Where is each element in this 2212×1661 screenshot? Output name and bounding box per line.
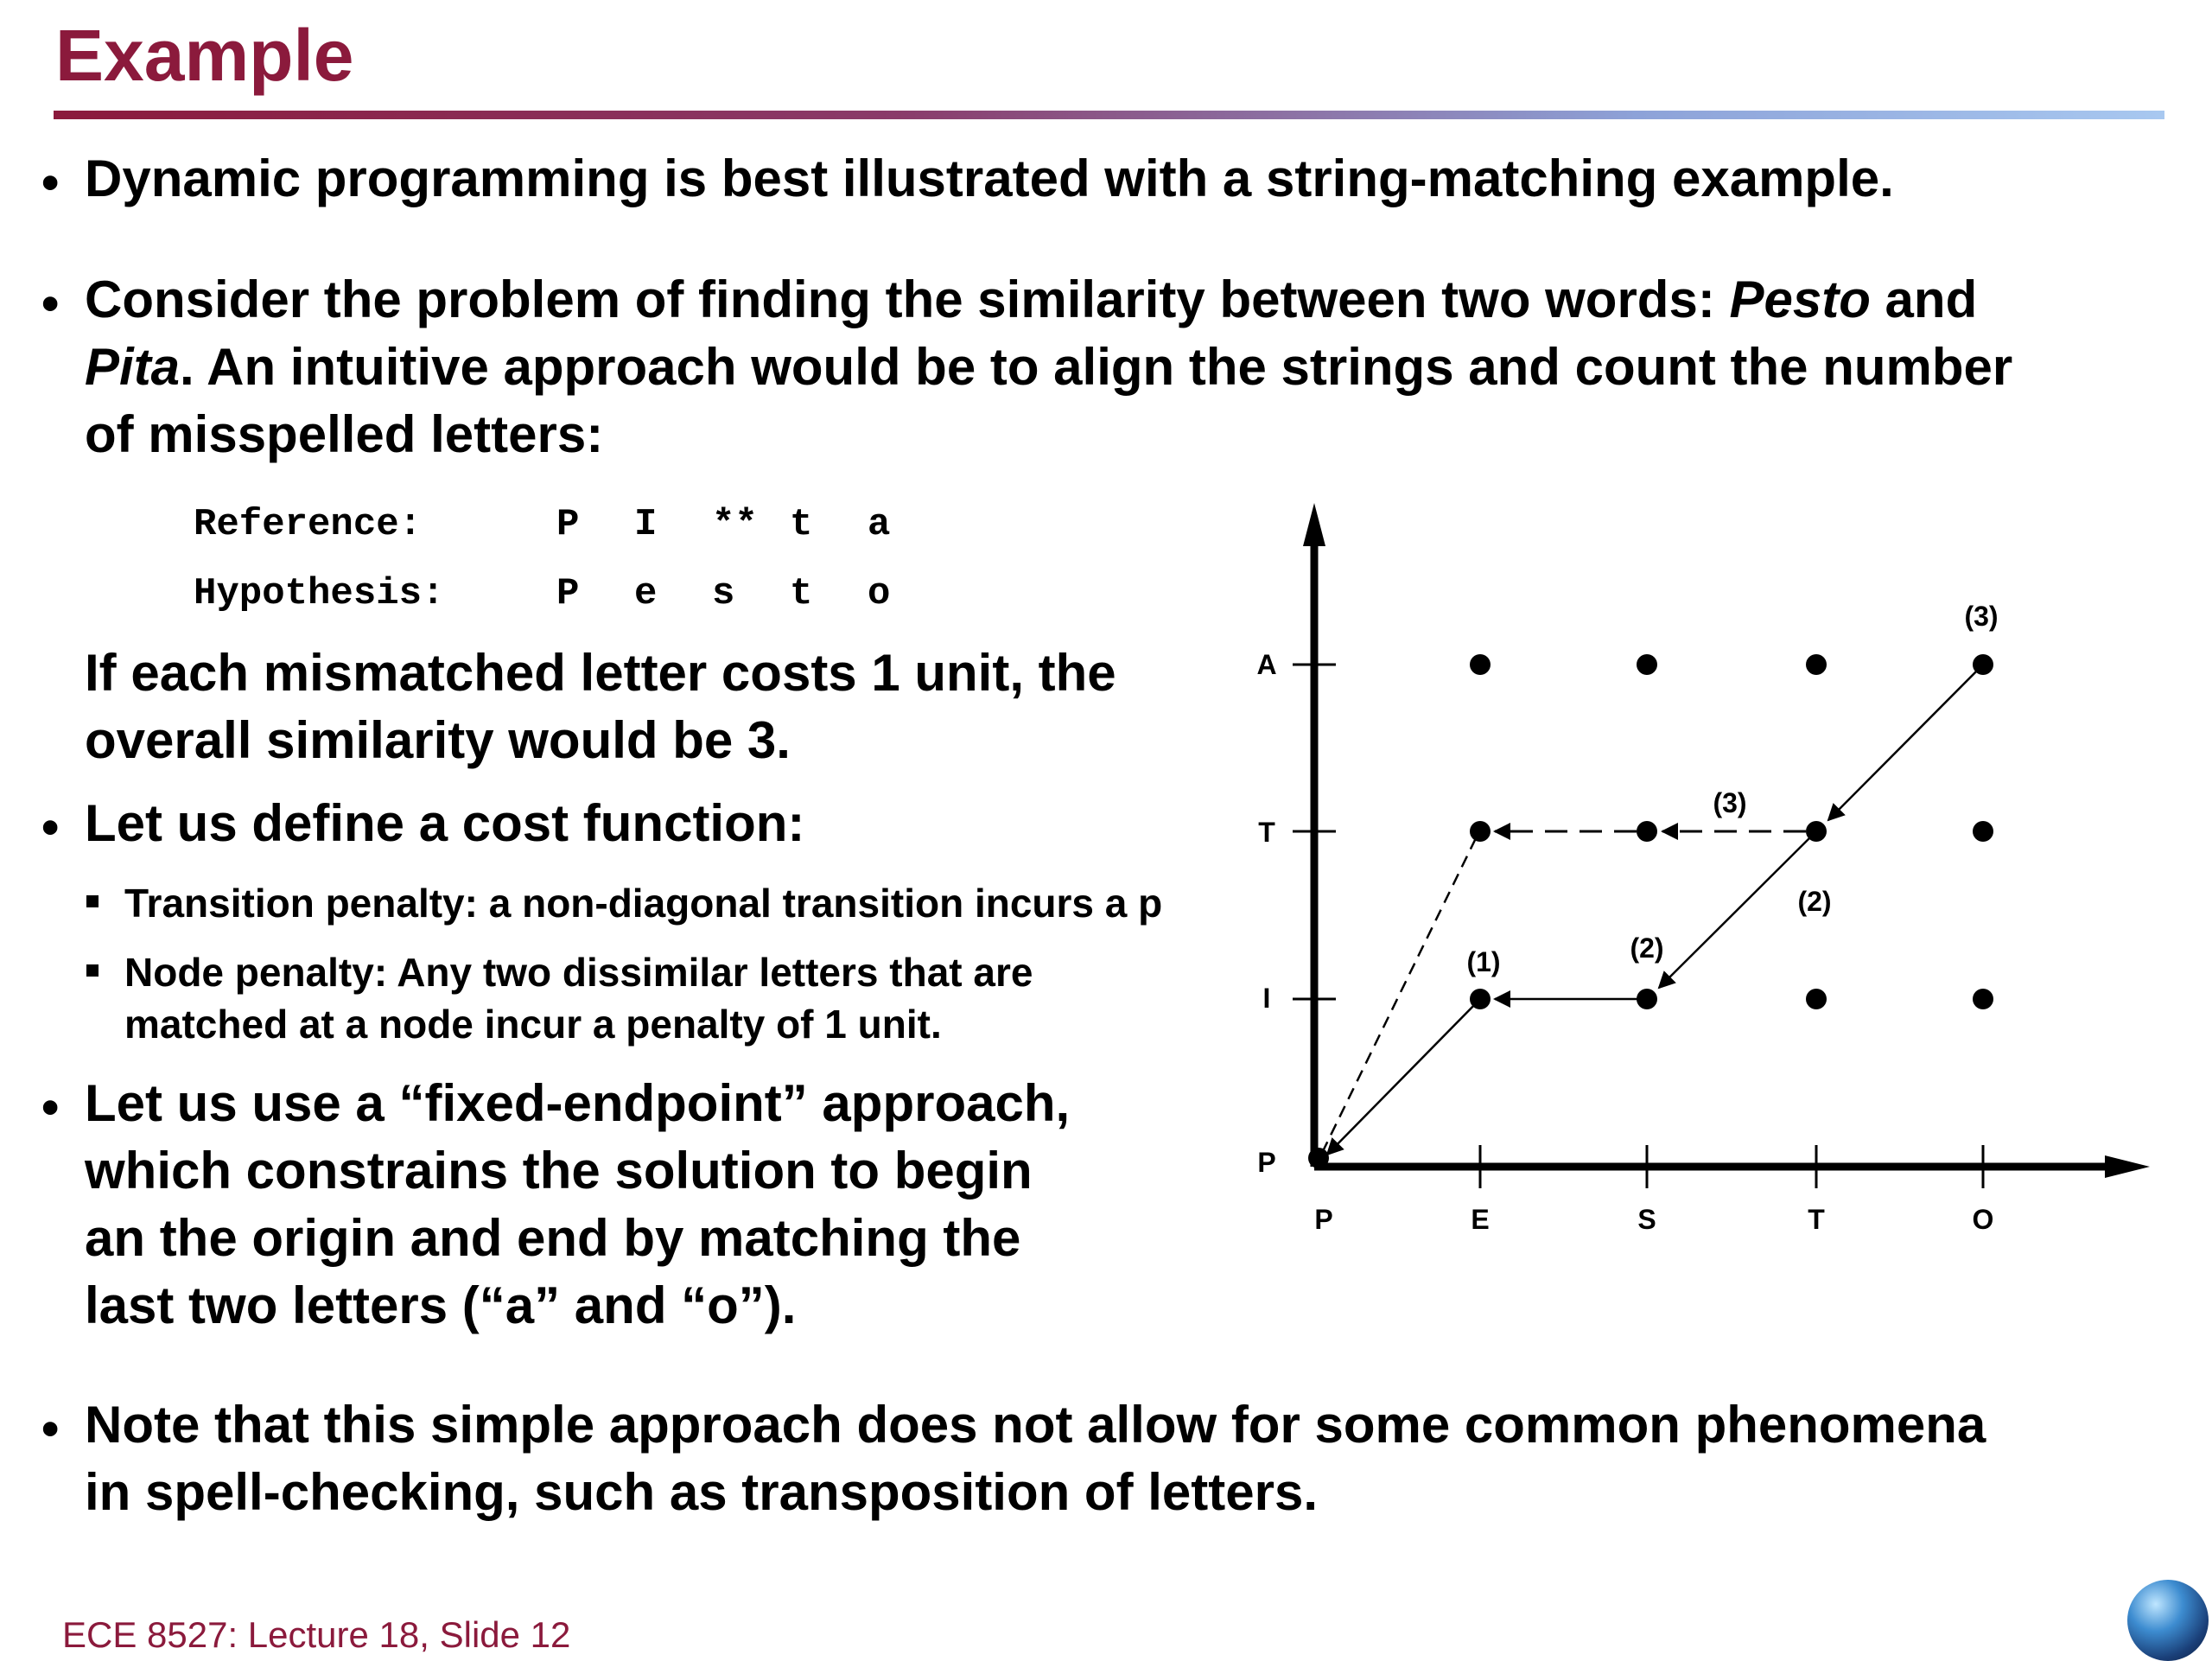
reference-label: Reference: [194,503,423,546]
y-label: A [1256,649,1277,680]
word-pita: Pita [85,338,181,396]
path-diag-1 [1327,999,1480,1155]
bullet-1-text: Dynamic programming is best illustrated with a string-matching example. [85,150,1894,207]
mismatch-line-2: overall similarity would be 3. [85,711,791,769]
alt-path-diag [1324,838,1476,1149]
path-diag-3 [1828,665,1983,820]
reference-letter: a [868,503,891,546]
bullet-4-line-3: an the origin and end by matching the [85,1209,1021,1267]
reference-letter: I [634,503,658,546]
bullet-marker: • [41,1401,60,1457]
sub-bullet-marker [86,895,99,907]
bullet-3-text: Let us define a cost function: [85,794,805,852]
grid-nodes [1308,654,1993,1168]
path-diag-2 [1659,831,1816,988]
x-label: S [1637,1204,1656,1235]
hypothesis-letter: o [868,572,891,615]
bullet-5-line-2: in spell-checking, such as transposition of letters. [85,1463,1318,1521]
annotation-label: (3) [1713,787,1747,818]
y-label: T [1258,817,1275,848]
y-label: P [1257,1147,1276,1178]
globe-logo [2127,1580,2209,1661]
word-pesto: Pesto [1729,270,1871,328]
annotation-label: (2) [1797,886,1832,917]
reference-letter: ** [712,503,758,546]
hypothesis-letter: t [790,572,813,615]
bullet-2-line-2 [85,334,2012,401]
x-label: T [1808,1204,1825,1235]
hypothesis-label: Hypothesis: [194,572,445,615]
y-label: I [1262,983,1271,1014]
sub-bullet-1-text: Transition penalty: a non-diagonal transition incurs a p [124,881,1163,926]
bullet-marker: • [41,1079,60,1136]
reference-letter: t [790,503,813,546]
bullet-2-line-3: of misspelled letters: [85,405,604,463]
bullet-2-line-1 [85,266,1977,334]
title-underline [54,111,2164,119]
bullet-2-text-c: . An intuitive approach would be to align the strings and count the number [180,338,2013,396]
bullet-marker: • [41,799,60,856]
annotation-label: (1) [1466,946,1501,977]
annotation-label: (3) [1964,601,1999,632]
x-label: E [1471,1204,1490,1235]
dtw-grid-diagram [1244,484,2160,1262]
bullet-4-line-1: Let us use a “fixed-endpoint” approach, [85,1074,1071,1132]
bullet-5-line-1: Note that this simple approach does not allow for some common phenomena [85,1396,1986,1454]
bullet-4-line-2: which constrains the solution to begin [85,1142,1033,1200]
bullet-marker: • [41,155,60,211]
bullet-marker: • [41,276,60,332]
sub-bullet-2-line-2: matched at a node incur a penalty of 1 unit. [124,1002,942,1047]
annotation-label: (2) [1630,932,1664,964]
reference-letter: P [556,503,580,546]
slide-footer: ECE 8527: Lecture 18, Slide 12 [62,1614,571,1655]
hypothesis-letter: P [556,572,580,615]
bullet-4-line-4: last two letters (“a” and “o”). [85,1276,797,1334]
sub-bullet-marker [86,964,99,977]
y-axis-arrowhead [1303,503,1325,546]
hypothesis-letter: s [712,572,735,615]
x-label: O [1972,1204,1994,1235]
hypothesis-letter: e [634,572,658,615]
x-axis-arrowhead [2105,1155,2150,1178]
slide-title: Example [55,15,354,96]
x-label: P [1314,1204,1333,1235]
bullet-2-text-b: and [1870,270,1978,328]
sub-bullet-2-line-1: Node penalty: Any two dissimilar letters that are [124,950,1033,995]
mismatch-line-1: If each mismatched letter costs 1 unit, the [85,644,1116,702]
bullet-2-text-a: Consider the problem of finding the similarity between two words: [85,270,1730,328]
